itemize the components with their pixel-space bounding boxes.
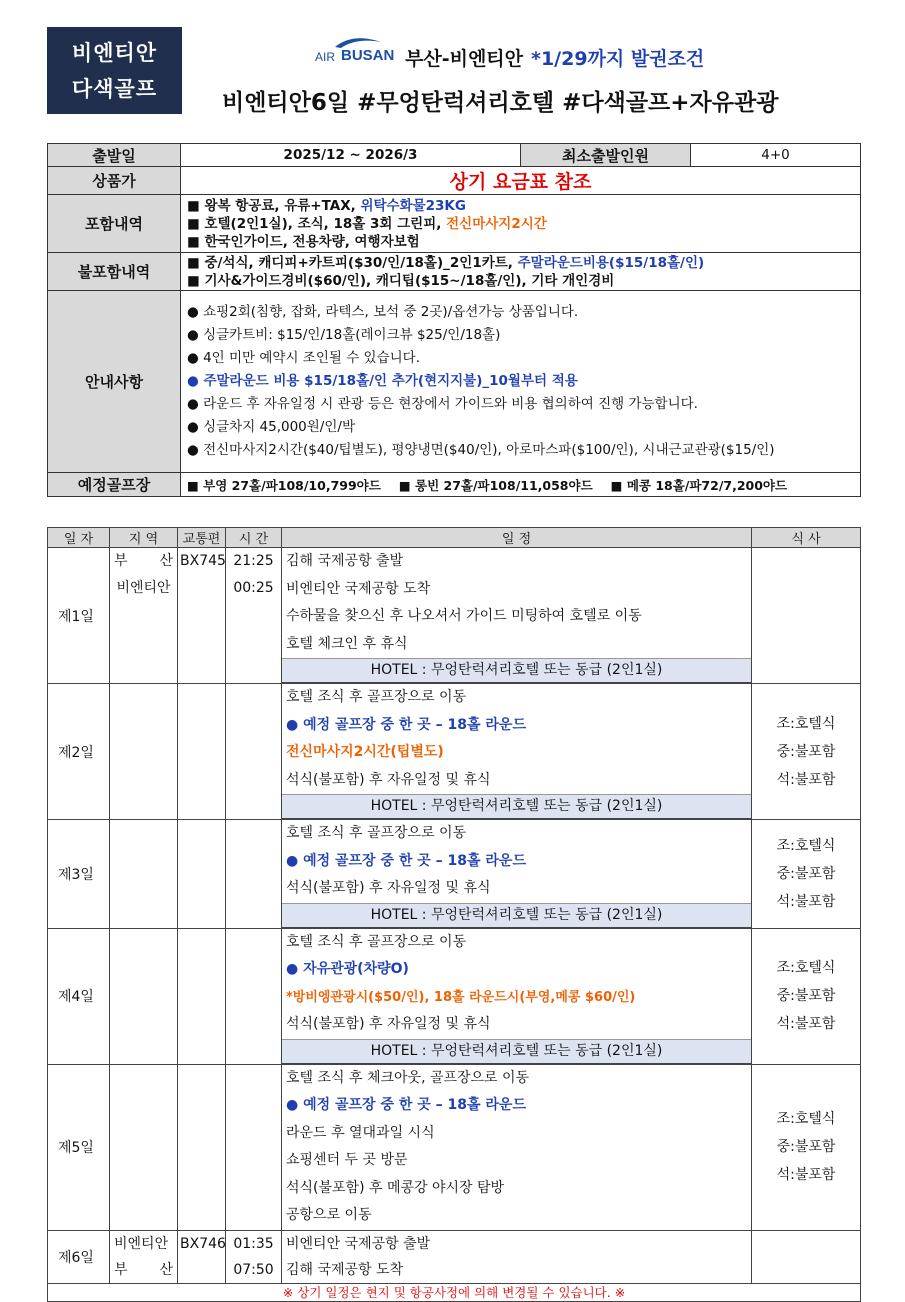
notice-item: ● 싱글차지 45,000원/인/박 [187,419,355,435]
included-item: ■ 호텔(2인1실), 조식, 18홀 3회 그린피, 전신마사지2시간 [187,215,547,232]
day3-itinerary: 호텔 조식 후 골프장으로 이동 ● 예정 골프장 중 한 곳 – 18홀 라운드 석식(불포함) 후 자유일정 및 휴식 HOTEL : 무엉탄럭셔리호텔 또는 동급 (2인1실) [282,820,752,929]
logo-air-text: AIR [315,50,336,64]
golf-course: ■ 메콩 18홀/파72/7,200야드 [610,477,788,493]
golf-row [48,473,861,497]
page-title: 비엔티안6일 #무엉탄럭셔리호텔 #다색골프+자유관광 [222,90,779,116]
day2-itinerary: 호텔 조식 후 골프장으로 이동 ● 예정 골프장 중 한 곳 – 18홀 라운드 전신마사지2시간(팁별도) 석식(불포함) 후 자유일정 및 휴식 HOTEL : 무엉탄럭셔리호텔 또는 동급 (2인1실) [282,684,752,820]
schedule-note: ※ 상기 일정은 현지 및 항공사정에 의해 변경될 수 있습니다. ※ [48,1283,861,1301]
header-day: 일 자 [48,528,110,548]
header-region: 지 역 [110,528,178,548]
notice-item: ● 라운드 후 자유일정 시 관광 등은 현장에서 가이드와 비용 협의하여 진행 가능합니다. [187,396,698,412]
hotel-info: HOTEL : 무엉탄럭셔리호텔 또는 동급 (2인1실) [282,903,751,928]
badge-line2: 다색골프 [71,76,158,101]
schedule-header-row [48,528,861,548]
included-item: ■ 한국인가이드, 전용차량, 여행자보험 [187,233,420,250]
day1-transport: BX745 [178,548,226,684]
notice-item: ● 쇼핑2회(침향, 잡화, 라텍스, 보석 중 2곳)/옵션가능 상품입니다. [187,304,579,320]
product-info-table [47,143,861,497]
header-meal: 식 사 [752,528,861,548]
product-badge [47,27,182,114]
schedule-table [47,527,861,1302]
day5-itinerary: 호텔 조식 후 체크아웃, 골프장으로 이동 ● 예정 골프장 중 한 곳 – 18홀 라운드 라운드 후 열대과일 시식 쇼핑센터 두 곳 방문 석식(불포함) 후 메콩강 야시장 탐방 공항으로 이동 [282,1064,752,1230]
departure-label: 출발일 [48,144,181,167]
day1-meal [752,548,861,684]
day1-times: 21:25 00:25 [226,548,282,684]
hotel-info: HOTEL : 무엉탄럭셔리호텔 또는 동급 (2인1실) [282,658,751,683]
day3-meal: 조:호텔식 중:불포함 석:불포함 [752,820,861,929]
price-value: 상기 요금표 참조 [181,167,861,195]
golf-list [181,473,861,497]
excluded-item: ■ 중/석식, 캐디피+카트피($30/인/18홀)_2인1카트, 주말라운드비용($15/18홀/인) [187,254,705,271]
day2-row [48,684,861,820]
excluded-item: ■ 기사&가이드경비($60/인), 캐디팁($15~/18홀/인), 기타 개인경비 [187,272,615,289]
golf-label: 예정골프장 [48,473,181,497]
logo-busan-text: BUSAN [341,47,395,64]
badge-line1: 비엔티안 [71,40,158,65]
day1-row [48,548,861,684]
excluded-list [181,253,861,291]
excluded-label: 불포함내역 [48,253,181,291]
day4-row [48,928,861,1064]
notice-row [48,291,861,473]
header-time: 시 간 [226,528,282,548]
departure-row [48,144,861,167]
airbusan-logo [313,36,401,70]
day6-transport: BX746 [178,1230,226,1283]
price-label: 상품가 [48,167,181,195]
included-label: 포함내역 [48,195,181,253]
notice-item: ● 싱글카트비: $15/인/18홀(레이크뷰 $25/인/18홀) [187,327,501,343]
ticket-condition: *1/29까지 발권조건 [531,48,705,70]
route-text: 부산-비엔티안 [405,48,524,70]
min-people-label: 최소출발인원 [521,144,691,167]
day1-label: 제1일 [48,548,110,684]
notice-item: ● 4인 미만 예약시 조인될 수 있습니다. [187,350,420,366]
day6-times: 01:35 07:50 [226,1230,282,1283]
day4-meal: 조:호텔식 중:불포함 석:불포함 [752,928,861,1064]
day1-region: 부 산 비엔티안 [110,548,178,684]
day2-label: 제2일 [48,684,110,820]
day3-row [48,820,861,929]
day6-label: 제6일 [48,1230,110,1283]
day1-itinerary: 김해 국제공항 출발 비엔티안 국제공항 도착 수하물을 찾으신 후 나오셔서 가이드 미팅하여 호텔로 이동 호텔 체크인 후 휴식 HOTEL : 무엉탄럭셔리호텔 또는 동급 (2인1실) [282,548,752,684]
notice-list [181,291,861,473]
header-transport: 교통편 [178,528,226,548]
day6-row [48,1230,861,1283]
hotel-info: HOTEL : 무엉탄럭셔리호텔 또는 동급 (2인1실) [282,1039,751,1064]
day4-itinerary: 호텔 조식 후 골프장으로 이동 ● 자유관광(차량O) *방비엥관광시($50/인), 18홀 라운드시(부영,메콩 $60/인) 석식(불포함) 후 자유일정 및 휴식 HOTEL : 무엉탄럭셔리호텔 또는 동급 (2인1실) [282,928,752,1064]
day5-label: 제5일 [48,1064,110,1230]
golf-course: ■ 롱빈 27홀/파108/11,058야드 [398,477,593,493]
day6-meal [752,1230,861,1283]
golf-course: ■ 부영 27홀/파108/10,799야드 [187,477,381,493]
min-people-value: 4+0 [691,144,861,167]
day3-label: 제3일 [48,820,110,929]
day2-meal: 조:호텔식 중:불포함 석:불포함 [752,684,861,820]
note-row [48,1283,861,1301]
route-line [405,44,704,71]
price-row [48,167,861,195]
hotel-info: HOTEL : 무엉탄럭셔리호텔 또는 동급 (2인1실) [282,794,751,819]
day5-row [48,1064,861,1230]
header-itinerary: 일 정 [282,528,752,548]
included-row [48,195,861,253]
day4-label: 제4일 [48,928,110,1064]
day6-region: 비엔티안 부 산 [110,1230,178,1283]
departure-value: 2025/12 ~ 2026/3 [181,144,521,167]
excluded-row [48,253,861,291]
day5-meal: 조:호텔식 중:불포함 석:불포함 [752,1064,861,1230]
included-list [181,195,861,253]
included-item: ■ 왕복 항공료, 유류+TAX, 위탁수화물23KG [187,197,466,214]
notice-item-highlight: ● 주말라운드 비용 $15/18홀/인 추가(현지지불)_10월부터 적용 [187,373,578,389]
notice-item: ● 전신마사지2시간($40/팁별도), 평양냉면($40/인), 아로마스파($100/인), 시내근교관광($15/인) [187,442,775,458]
day6-itinerary: 비엔티안 국제공항 출발 김해 국제공항 도착 [282,1230,752,1283]
notice-label: 안내사항 [48,291,181,473]
